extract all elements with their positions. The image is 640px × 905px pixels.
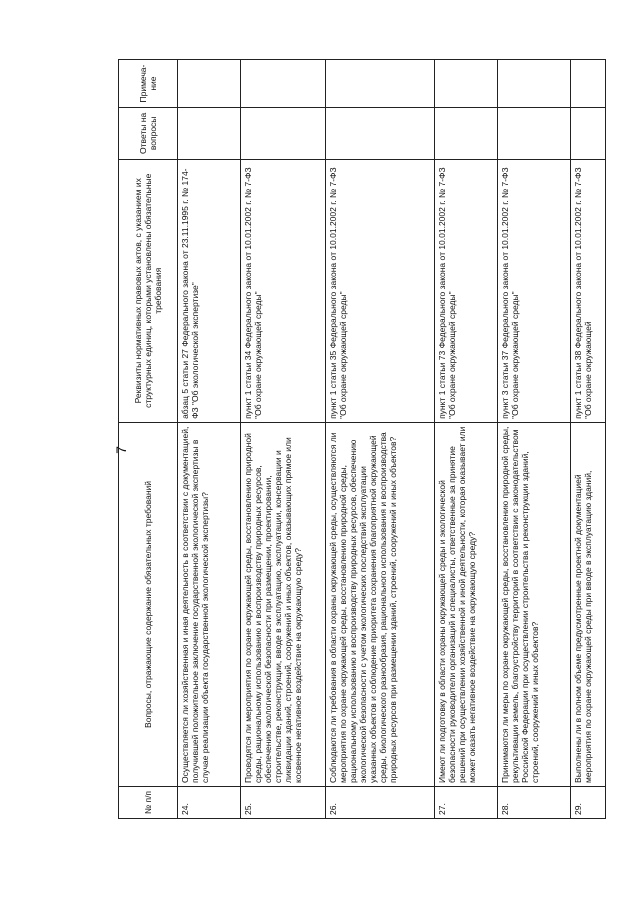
table-row <box>435 60 498 819</box>
header-answers: Ответы на вопросы <box>119 108 178 160</box>
header-note: Примеча-ние <box>119 60 178 108</box>
row-note[interactable] <box>178 60 241 108</box>
row-question: Принимаются ли меры по охране окружающей среды, восстановлению природной среды, рекультивации земель, благоустройству территорий в соответствии с законодательством Российской Федерации при осуществлении строительства и реконструкции зданий, строений, сооружений и иных объектов? <box>498 422 571 786</box>
row-answer[interactable] <box>571 108 606 160</box>
row-requisites: пункт 3 статьи 37 Федерального закона от 10.01.2002 г. № 7-ФЗ "Об охране окружающей среды" <box>498 159 571 422</box>
table-row <box>178 60 241 819</box>
table-header-row <box>119 60 178 819</box>
rotated-table-wrapper <box>118 59 604 819</box>
row-number: 29. <box>571 786 606 818</box>
row-note[interactable] <box>326 60 435 108</box>
row-note[interactable] <box>435 60 498 108</box>
row-requisites: пункт 1 статьи 35 Федерального закона от 10.01.2002 г. № 7-ФЗ "Об охране окружающей среды" <box>326 159 435 422</box>
row-note[interactable] <box>241 60 326 108</box>
row-requisites: пункт 1 статьи 73 Федерального закона от 10.01.2002 г. № 7-ФЗ "Об охране окружающей среды" <box>435 159 498 422</box>
table-row <box>571 60 606 819</box>
table-row <box>326 60 435 819</box>
row-answer[interactable] <box>498 108 571 160</box>
row-number: 26. <box>326 786 435 818</box>
row-question: Проводятся ли мероприятия по охране окружающей среды, восстановлению природной среды, рациональному использованию и воспроизводству природных ресурсов, обеспечению экологической безопасности при размещении, проектировании, строительстве, реконструкции, вводе в эксплуатацию, эксплуатации, консервации и ликвидации зданий, строений, сооружений и иных объектов, оказывающих прямое или косвенное негативное воздействие на окружающую среду? <box>241 422 326 786</box>
header-no: № п/п <box>119 786 178 818</box>
row-requisites: абзац 5 статьи 27 Федерального закона от 23.11.1995 г. № 174-ФЗ "Об экологической экспертизе" <box>178 159 241 422</box>
row-number: 25. <box>241 786 326 818</box>
row-number: 27. <box>435 786 498 818</box>
row-requisites: пункт 1 статьи 38 Федерального закона от 10.01.2002 г. № 7-ФЗ "Об охране окружающей <box>571 159 606 422</box>
row-question: Имеют ли подготовку в области охраны окружающей среды и экологической безопасности руководители организаций и специалисты, ответственные за принятие решений при осуществлении хозяйственной и иной деятельности, которая оказывает или может оказать негативное воздействие на окружающую среду? <box>435 422 498 786</box>
row-requisites: пункт 1 статьи 34 Федерального закона от 10.01.2002 г. № 7-ФЗ "Об охране окружающей среды" <box>241 159 326 422</box>
row-question: Выполнены ли в полном объеме предусмотренные проектной документацией мероприятия по охране окружающей среды при вводе в эксплуатацию зданий, <box>571 422 606 786</box>
header-requisites: Реквизиты нормативных правовых актов, с указанием их структурных единиц, которыми установлены обязательные требования <box>119 159 178 422</box>
row-number: 28. <box>498 786 571 818</box>
row-note[interactable] <box>498 60 571 108</box>
table-row <box>498 60 571 819</box>
row-note[interactable] <box>571 60 606 108</box>
row-question: Осуществляется ли хозяйственная и иная деятельность в соответствии с документацией, получившей положительное заключение государственной экологической экспертизы в случае реализации объекта государственной экологической экспертизы? <box>178 422 241 786</box>
page-number: 7 <box>113 446 129 454</box>
row-answer[interactable] <box>178 108 241 160</box>
row-answer[interactable] <box>326 108 435 160</box>
requirements-table <box>118 59 606 819</box>
row-answer[interactable] <box>241 108 326 160</box>
header-question: Вопросы, отражающие содержание обязательных требований <box>119 422 178 786</box>
row-question: Соблюдаются ли требования в области охраны окружающей среды, осуществляются ли мероприятия по охране окружающей среды, восстановлению природной среды, рациональному использованию и воспроизводству природных ресурсов, обеспечению экологической безопасности с учетом экологических последствий эксплуатации указанных объектов и соблюдение приоритета сохранения благоприятной окружающей среды, биологического разнообразия, рационального использования и воспроизводства природных ресурсов при размещении зданий, строений, сооружений и иных объектов? <box>326 422 435 786</box>
row-answer[interactable] <box>435 108 498 160</box>
table-row <box>241 60 326 819</box>
row-number: 24. <box>178 786 241 818</box>
